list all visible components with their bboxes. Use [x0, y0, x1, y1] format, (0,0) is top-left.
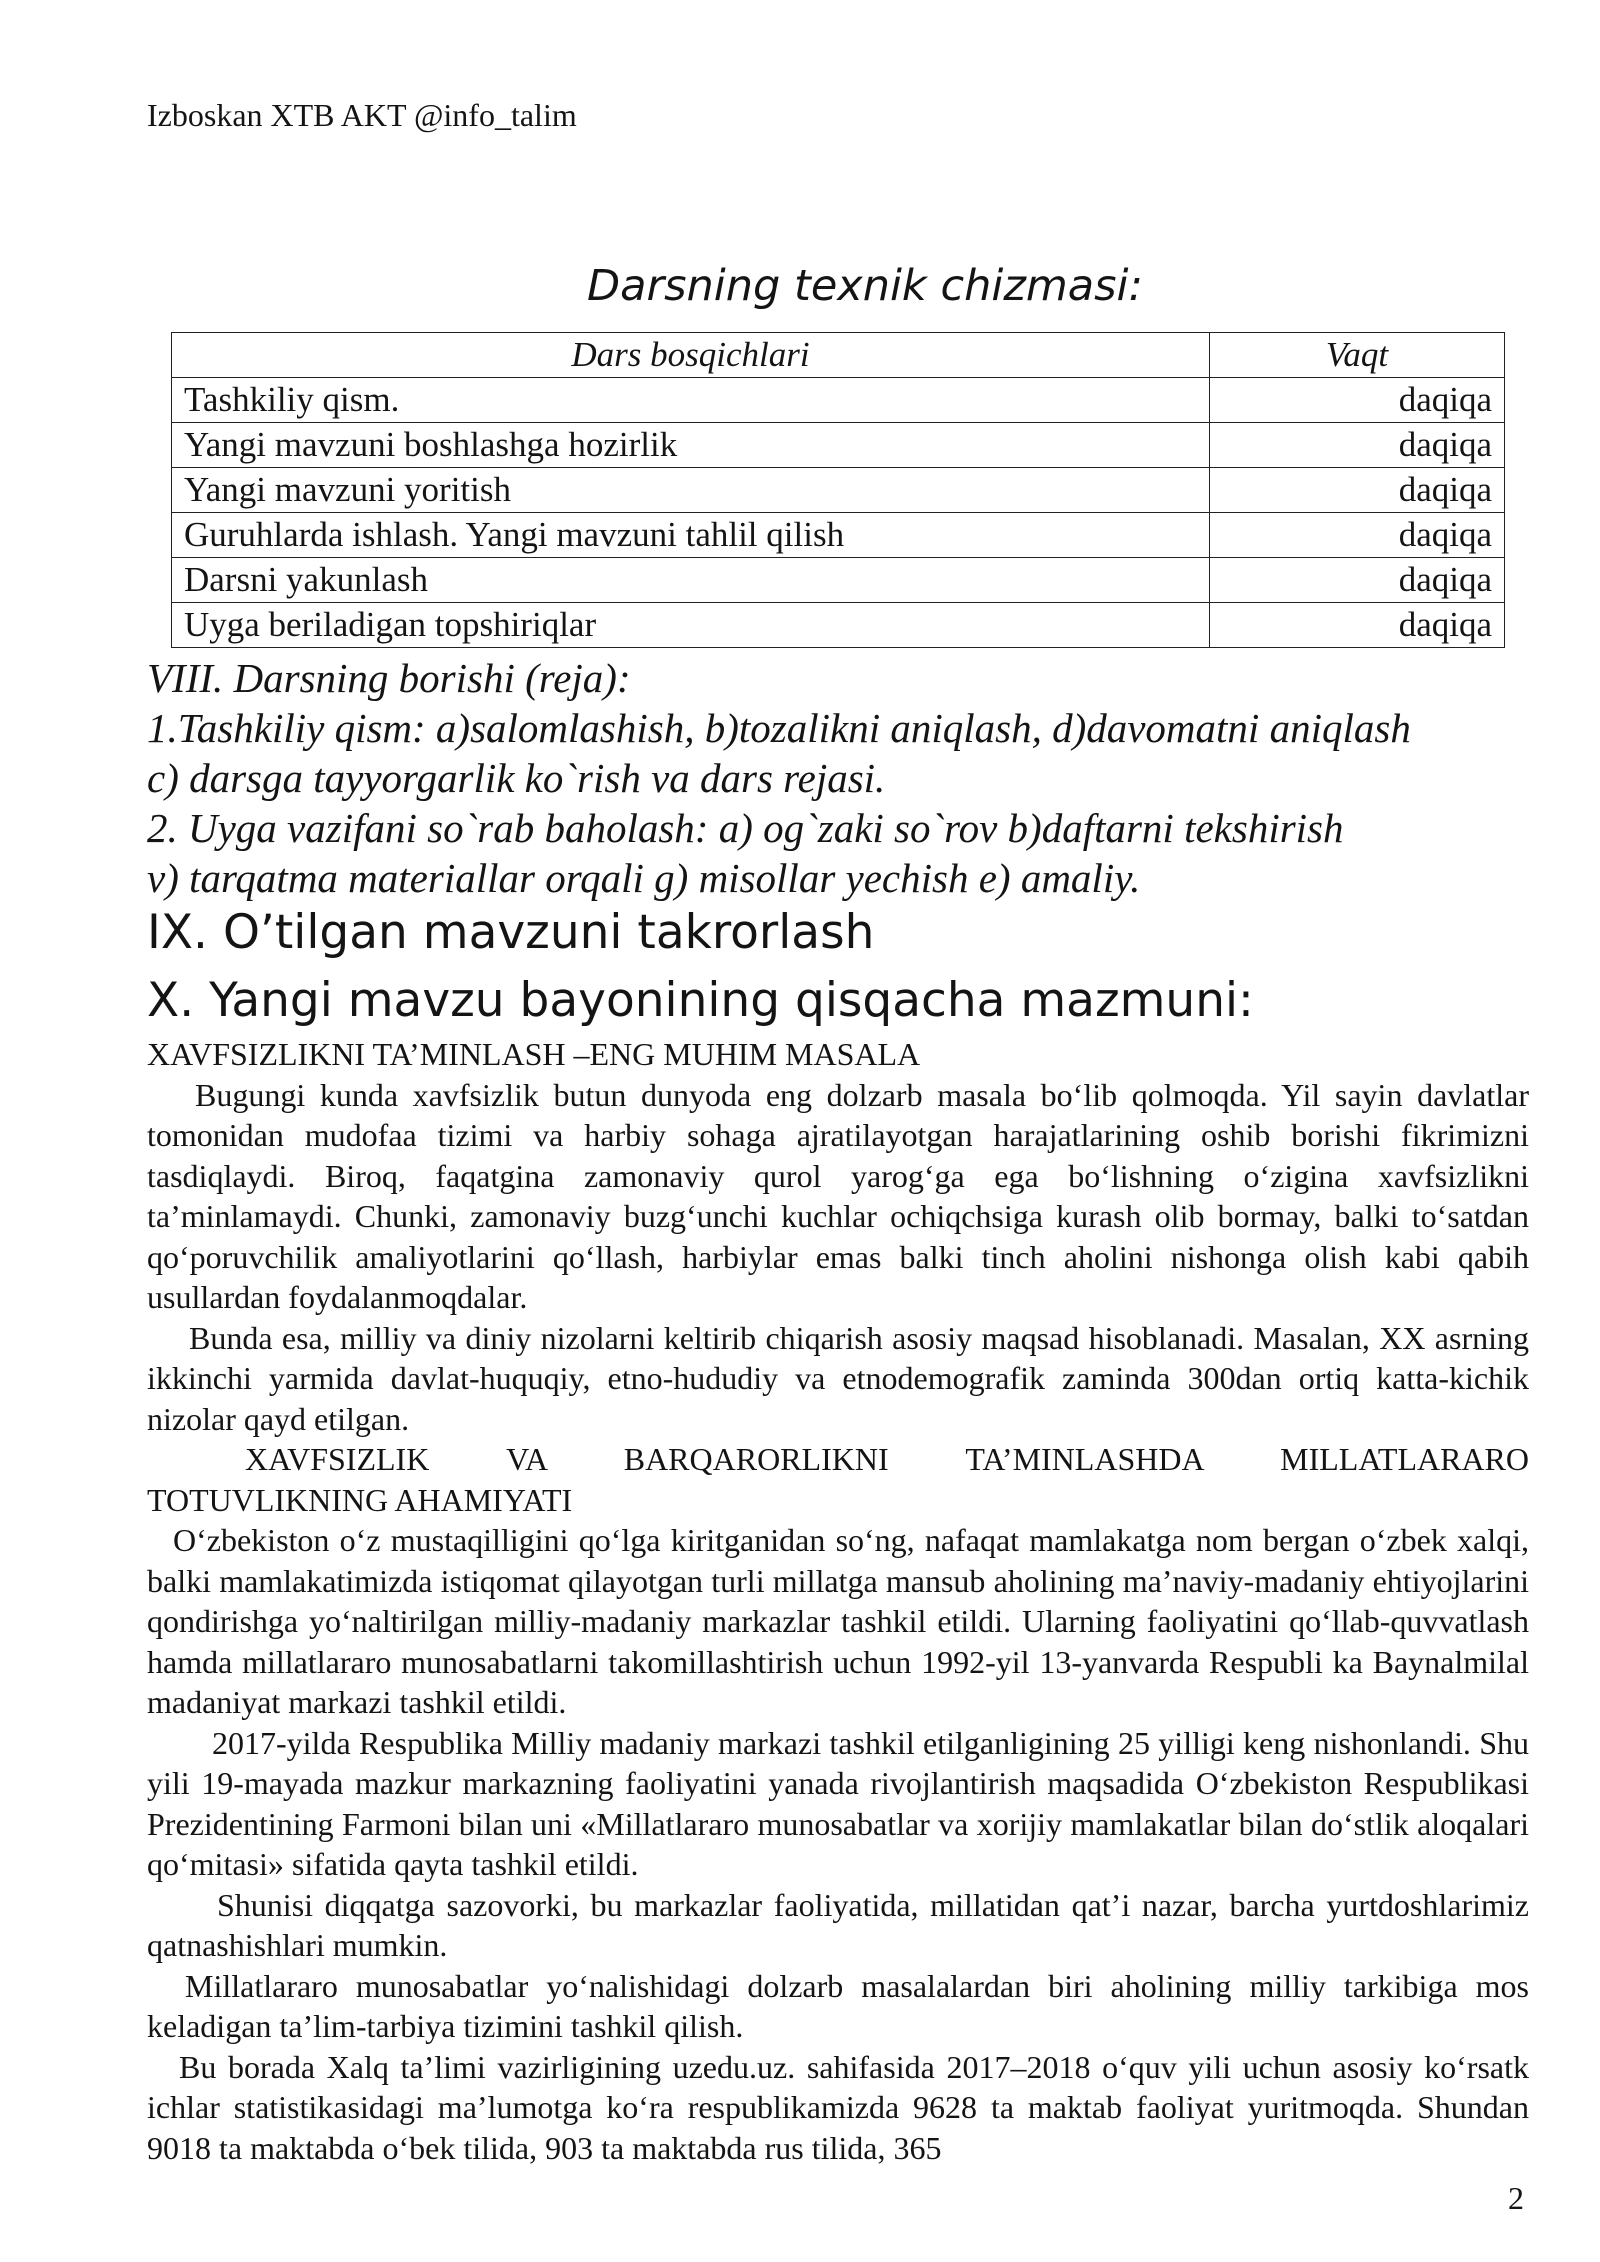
- section-heading-ix: IX. O’tilgan mavzuni takrorlash: [147, 905, 875, 960]
- article-body: [147, 1034, 1529, 2168]
- time-cell: daqiqa: [1210, 378, 1505, 423]
- time-cell: daqiqa: [1210, 468, 1505, 513]
- article-heading-line: XAVFSIZLIK VA BARQARORLIKNI TA’MINLASHDA MILLATLARARO: [245, 1441, 1529, 1477]
- table-row: [172, 378, 1505, 423]
- table-row: [172, 558, 1505, 603]
- outline-heading: VIII. Darsning borishi (reja):: [147, 655, 631, 701]
- stage-cell: Darsni yakunlash: [172, 558, 1210, 603]
- stage-cell: Tashkiliy qism.: [172, 378, 1210, 423]
- paragraph: Shunisi diqqatga sazovorki, bu markazlar faoliyatida, millatidan qat’i nazar, barcha yurtdoshlarimiz qatnashishlari mumkin.: [147, 1886, 1529, 1963]
- column-header-time: Vaqt: [1210, 333, 1505, 378]
- paragraph: Bunda esa, milliy va diniy nizolarni keltirib chiqarish asosiy maqsad hisoblanadi. Masalan, XX asrning ikkinchi yarmida davlat-huquqiy, etno-hududiy va etnodemografik zaminda 300dan ortiq katta-kichik nizolar qayd etilgan.: [147, 1319, 1529, 1437]
- stage-cell: Uyga beriladigan topshiriqlar: [172, 603, 1210, 648]
- table-row: [172, 468, 1505, 513]
- paragraph: O‘zbekiston o‘z mustaqilligini qo‘lga kiritganidan so‘ng, nafaqat mamlakatga nom bergan o‘zbek xalqi, balki mamlakatimizda istiqomat qilayotgan turli millatga mansub aholining ma’naviy-madaniy ehtiyojlarini qondirishga yo‘naltirilgan milliy-madaniy markazlar tashkil etildi. Ularning faoliyatini qo‘llab-quvvatlash hamda millatlararo munosabatlarni takomillashtirish uchun 1992-yil 13-yanvarda Respubli ka Baynalmilal madaniyat markazi tashkil etildi.: [147, 1522, 1529, 1720]
- stage-cell: Yangi mavzuni boshlashga hozirlik: [172, 423, 1210, 468]
- table-row: [172, 603, 1505, 648]
- section-heading-x: X. Yangi mavzu bayonining qisqacha mazmuni:: [147, 973, 1254, 1028]
- stage-cell: Yangi mavzuni yoritish: [172, 468, 1210, 513]
- outline-line: v) tarqatma materiallar orqali g) misollar yechish e) amaliy.: [147, 855, 1141, 901]
- table-row: [172, 423, 1505, 468]
- paragraph: Bugungi kunda xavfsizlik butun dunyoda eng dolzarb masala bo‘lib qolmoqda. Yil sayin davlatlar tomonidan mudofaa tizimi va harbiy sohaga ajratilayotgan harajatlarining oshib borishi fikrimizni tasdiqlaydi. Biroq, faqatgina zamonaviy qurol yarog‘ga ega bo‘lishning o‘zigina xavfsizlikni ta’minlamaydi. Chunki, zamonaviy buzg‘unchi kuchlar ochiqchsiga kurash olib bormay, balki to‘satdan qo‘poruvchilik amaliyotlarini qo‘llash, harbiylar emas balki tinch aholini nishonga olish kabi qabih usullardan foydalanmoqdalar.: [147, 1076, 1529, 1315]
- time-cell: daqiqa: [1210, 558, 1505, 603]
- time-cell: daqiqa: [1210, 513, 1505, 558]
- stage-cell: Guruhlarda ishlash. Yangi mavzuni tahlil qilish: [172, 513, 1210, 558]
- article-heading: XAVFSIZLIKNI TA’MINLASH –ENG MUHIM MASALA: [147, 1036, 921, 1072]
- page-number: 2: [1508, 2180, 1524, 2216]
- column-header-stages: Dars bosqichlari: [172, 333, 1210, 378]
- table-row: [172, 513, 1505, 558]
- lesson-plan-outline: [147, 653, 1547, 903]
- page-header: Izboskan XTB AKT @info_talim: [147, 97, 577, 133]
- paragraph: Bu borada Xalq ta’limi vazirligining uzedu.uz. sahifasida 2017–2018 o‘quv yili uchun asosiy ko‘rsatk ichlar statistikasidagi ma’lumotga ko‘ra respublikamizda 9628 ta maktab faoliyat yuritmoqda. Shundan 9018 ta maktabda o‘bek tilida, 903 ta maktabda rus tilida, 365: [147, 2048, 1529, 2166]
- article-heading-line: TOTUVLIKNING AHAMIYATI: [147, 1481, 573, 1518]
- table-title: Darsning texnik chizmasi:: [587, 261, 1143, 311]
- time-cell: daqiqa: [1210, 603, 1505, 648]
- time-cell: daqiqa: [1210, 423, 1505, 468]
- table-header-row: [172, 333, 1505, 378]
- lesson-plan-table: [171, 332, 1505, 648]
- paragraph: 2017-yilda Respublika Milliy madaniy markazi tashkil etilganligining 25 yilligi keng nishonlandi. Shu yili 19-mayada mazkur markazning faoliyatini yanada rivojlantirish maqsadida O‘zbekiston Respublikasi Prezidentining Farmoni bilan uni «Millatlararo munosabatlar va xorijiy mamlakatlar bilan do‘stlik aloqalari qo‘mitasi» sifatida qayta tashkil etildi.: [147, 1724, 1529, 1882]
- paragraph: Millatlararo munosabatlar yo‘nalishidagi dolzarb masalalardan biri aholining milliy tarkibiga mos keladigan ta’lim-tarbiya tizimini tashkil qilish.: [147, 1967, 1529, 2044]
- outline-line: 2. Uyga vazifani so`rab baholash: a) og`zaki so`rov b)daftarni tekshirish: [147, 805, 1344, 851]
- outline-line: c) darsga tayyorgarlik ko`rish va dars rejasi.: [147, 755, 886, 801]
- outline-line: 1.Tashkiliy qism: a)salomlashish, b)tozalikni aniqlash, d)davomatni aniqlash: [147, 705, 1411, 751]
